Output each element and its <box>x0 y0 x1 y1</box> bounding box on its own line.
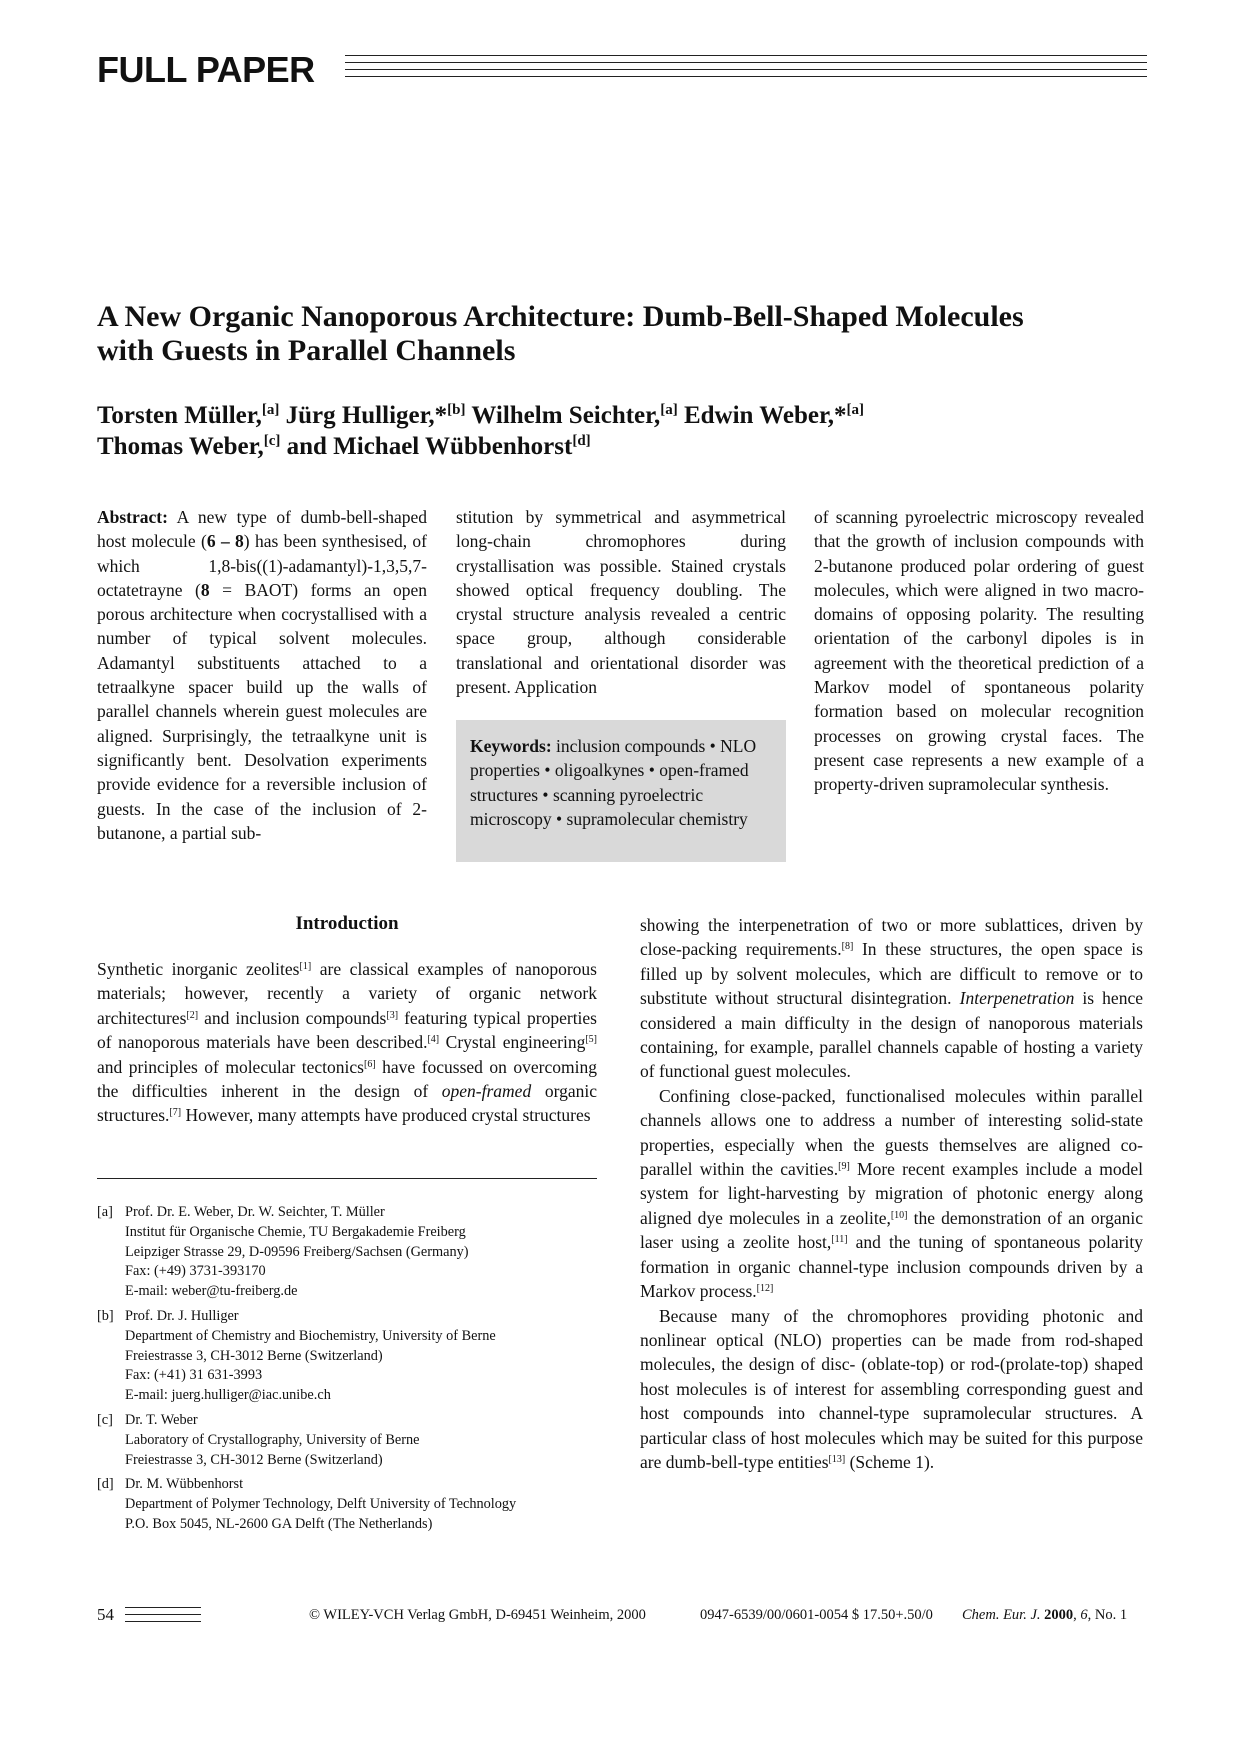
keyword: supramolecular chemistry <box>566 808 748 829</box>
author-name: Thomas Weber, <box>97 433 264 460</box>
keyword: open-framed structures <box>470 760 749 805</box>
author-affiliation: [a] <box>660 402 678 418</box>
author-affiliation: [a] <box>846 402 865 418</box>
issn: 0947-6539/00/0601-0054 $ 17.50+.50/0 <box>700 1607 933 1623</box>
citation: [8] <box>841 941 854 953</box>
author-name: Edwin Weber,* <box>683 402 847 429</box>
footer-rule <box>125 1607 201 1608</box>
journal-citation: Chem. Eur. J. 2000, 6, No. 1 <box>962 1607 1128 1623</box>
introduction-heading: Introduction <box>295 913 399 934</box>
citation: [9] <box>838 1161 850 1173</box>
keywords-label: Keywords: <box>470 736 552 756</box>
footer-rule <box>125 1621 201 1622</box>
author-list: Torsten Müller,[a] Jürg Hulliger,*[b] Wilhelm Seichter,[a] Edwin Weber,*[a] Thomas Weber,[c] and Michael Wübbenhorst[d] <box>97 402 865 460</box>
footnote-mark: [d] <box>97 1476 114 1493</box>
footnote-mark: [a] <box>97 1204 113 1220</box>
citation: [4] <box>427 1034 440 1046</box>
author-affiliation: [a] <box>261 402 280 418</box>
footnote: [d] Dr. M. Wübbenhorst Department of Polymer Technology, Delft University of Technology P.O. Box 5045, NL-2600 GA Delft (The Netherlands) <box>97 1476 517 1532</box>
citation: [1] <box>299 961 312 972</box>
citation: [12] <box>756 1283 774 1295</box>
abstract-column-2: stitution by symmetrical and asymmetrical long-chain chromophores during crystallisation was possible. Stained crystals showed optical frequency doubling. The crystal structure analysis revealed a centric space group, although considerable translational and orientational disorder was present. Application <box>456 507 786 698</box>
compound-ref: 8 <box>200 579 210 600</box>
keyword: NLO properties <box>470 736 757 781</box>
citation: [5] <box>585 1034 598 1046</box>
author-name: Torsten Müller, <box>97 402 262 429</box>
citation: [13] <box>828 1453 846 1465</box>
citation: [3] <box>386 1009 399 1021</box>
citation: [10] <box>890 1209 908 1221</box>
abstract-column-1: Abstract: A new type of dumb-bell-shaped host molecule (6 – 8) has been synthesised, of which 1,8-bis((1)-adamantyl)-1,3,5,7-octatetrayne (8 = BAOT) forms an open porous architecture when cocrystallised with a number of typical solvent molecules. Adamantyl substituents attached to a tetraalkyne spacer build up the walls of parallel channels wherein guest molecules are aligned. Surprisingly, the tetraalkyne unit is significantly bent. Desolvation experiments provide evidence for a reversible inclusion of guests. In the case of the inclusion of 2-butanone, a partial sub- <box>97 507 428 843</box>
keyword: inclusion compounds <box>556 736 706 756</box>
abstract-label: Abstract: <box>97 507 168 527</box>
page-footer <box>97 1605 1147 1635</box>
intro-left-column <box>97 957 597 1128</box>
title-line-1: A New Organic Nanoporous Architecture: Dumb-Bell-Shaped Molecules <box>97 300 1024 333</box>
author-affiliation: [b] <box>447 402 466 418</box>
footnote: [b] Prof. Dr. J. Hulliger Department of Chemistry and Biochemistry, University of Berne Freiestrasse 3, CH-3012 Berne (Switzerland) Fax: (+41) 31 631-3993 E-mail: juerg.hulliger@iac.unibe.ch <box>97 1307 496 1404</box>
author-name: Wilhelm Seichter, <box>471 402 661 429</box>
emphasis: Interpenetration <box>959 988 1075 1009</box>
footnote-mark: [c] <box>97 1411 113 1428</box>
intro-right-column <box>640 913 1143 1474</box>
intro-paragraph-2: Confining close-packed, functionalised molecules within parallel channels allows one to address a number of interesting solid-state properties, especially when the guests themselves are aligned co-parallel within the cavities.[9] More recent examples include a model system for light-harvesting by migration of photonic energy along aligned dye molecules in a zeolite,[10] the demonstration of an organic laser using a zeolite host,[11] and the tuning of spontaneous polarity formation in organic channel-type inclusion compounds driven by a Markov process.[12] <box>640 1085 1143 1302</box>
author-affiliation: [d] <box>572 433 591 449</box>
keywords-box: Keywords: inclusion compounds • NLO properties • oligoalkynes • open-framed structures • scanning pyroelectric microscopy • supramolecular chemistry <box>456 720 786 862</box>
author-name: Michael Wübbenhorst <box>333 433 573 460</box>
header-rules <box>345 55 1147 85</box>
footer-rule <box>125 1614 201 1615</box>
author-name: Jürg Hulliger,* <box>285 402 448 429</box>
paper-title <box>97 300 1157 368</box>
footnote-rule <box>97 1178 597 1179</box>
emphasis: open-framed <box>441 1081 532 1102</box>
copyright-notice: © WILEY-VCH Verlag GmbH, D-69451 Weinheim, 2000 <box>309 1607 646 1623</box>
keyword: oligoalkynes <box>554 760 645 781</box>
compound-ref: 6 – 8 <box>206 531 244 552</box>
citation: [11] <box>831 1234 848 1246</box>
abstract-column-3: of scanning pyroelectric microscopy revealed that the growth of inclusion compounds with 2-butanone produced polar ordering of guest molecules, which were aligned in two macro-domains of opposing polarity. The resulting orientation of the carbonyl dipoles is in agreement with the theoretical prediction of a Markov model of spontaneous polarity formation based on molecular recognition processes on growing crystal faces. The present case represents a new example of a property-driven supramolecular synthesis. <box>814 507 1144 795</box>
citation: [7] <box>169 1107 182 1119</box>
section-label: FULL PAPER <box>97 49 315 90</box>
footnote-mark: [b] <box>97 1307 114 1324</box>
title-line-2: with Guests in Parallel Channels <box>97 334 516 367</box>
affiliation-footnotes <box>97 1203 597 1540</box>
intro-paragraph-1: Synthetic inorganic zeolites[1] are classical examples of nanoporous materials; however, recently a variety of organic network architectures[2] and inclusion compounds[3] featuring typical properties of nanoporous materials have been described.[4] Crystal engineering[5] and principles of molecular tectonics[6] have focussed on overcoming the difficulties inherent in the design of open-framed organic structures.[7] However, many attempts have produced crystal structures <box>97 959 598 1126</box>
intro-paragraph-continued: showing the interpenetration of two or more sublattices, driven by close-packing requirements.[8] In these structures, the open space is filled up by solvent molecules, which are difficult to remove or to substitute without structural disintegration. Interpenetration is hence considered a main difficulty in the design of nanoporous materials containing, for example, parallel channels capable of hosting a variety of functional guest molecules. <box>640 915 1143 1082</box>
author-affiliation: [c] <box>263 433 281 449</box>
citation: [6] <box>364 1058 376 1070</box>
page-header <box>97 50 1147 90</box>
footnote: [c] Dr. T. Weber Laboratory of Crystallography, University of Berne Freiestrasse 3, CH-3012 Berne (Switzerland) <box>97 1411 420 1468</box>
keyword: scanning pyroelectric microscopy <box>470 784 704 829</box>
page-number: 54 <box>97 1605 114 1624</box>
citation: [2] <box>186 1009 199 1021</box>
footnote: [a] Prof. Dr. E. Weber, Dr. W. Seichter, T. Müller Institut für Organische Chemie, TU Bergakademie Freiberg Leipziger Strasse 29, D-09596 Freiberg/Sachsen (Germany) Fax: (+49) 3731-393170 E-mail: weber@tu-freiberg.de <box>97 1204 469 1300</box>
intro-paragraph-3: Because many of the chromophores providing photonic and nonlinear optical (NLO) properties can be made from rod-shaped molecules, the design of disc- (oblate-top) or rod-(prolate-top) shaped host molecules is of interest for assembling corresponding guest and host compounds into channel-type supramolecular structures. A particular class of host molecules which may be suited for this purpose are dumb-bell-type entities[13] (Scheme 1). <box>640 1305 1143 1472</box>
